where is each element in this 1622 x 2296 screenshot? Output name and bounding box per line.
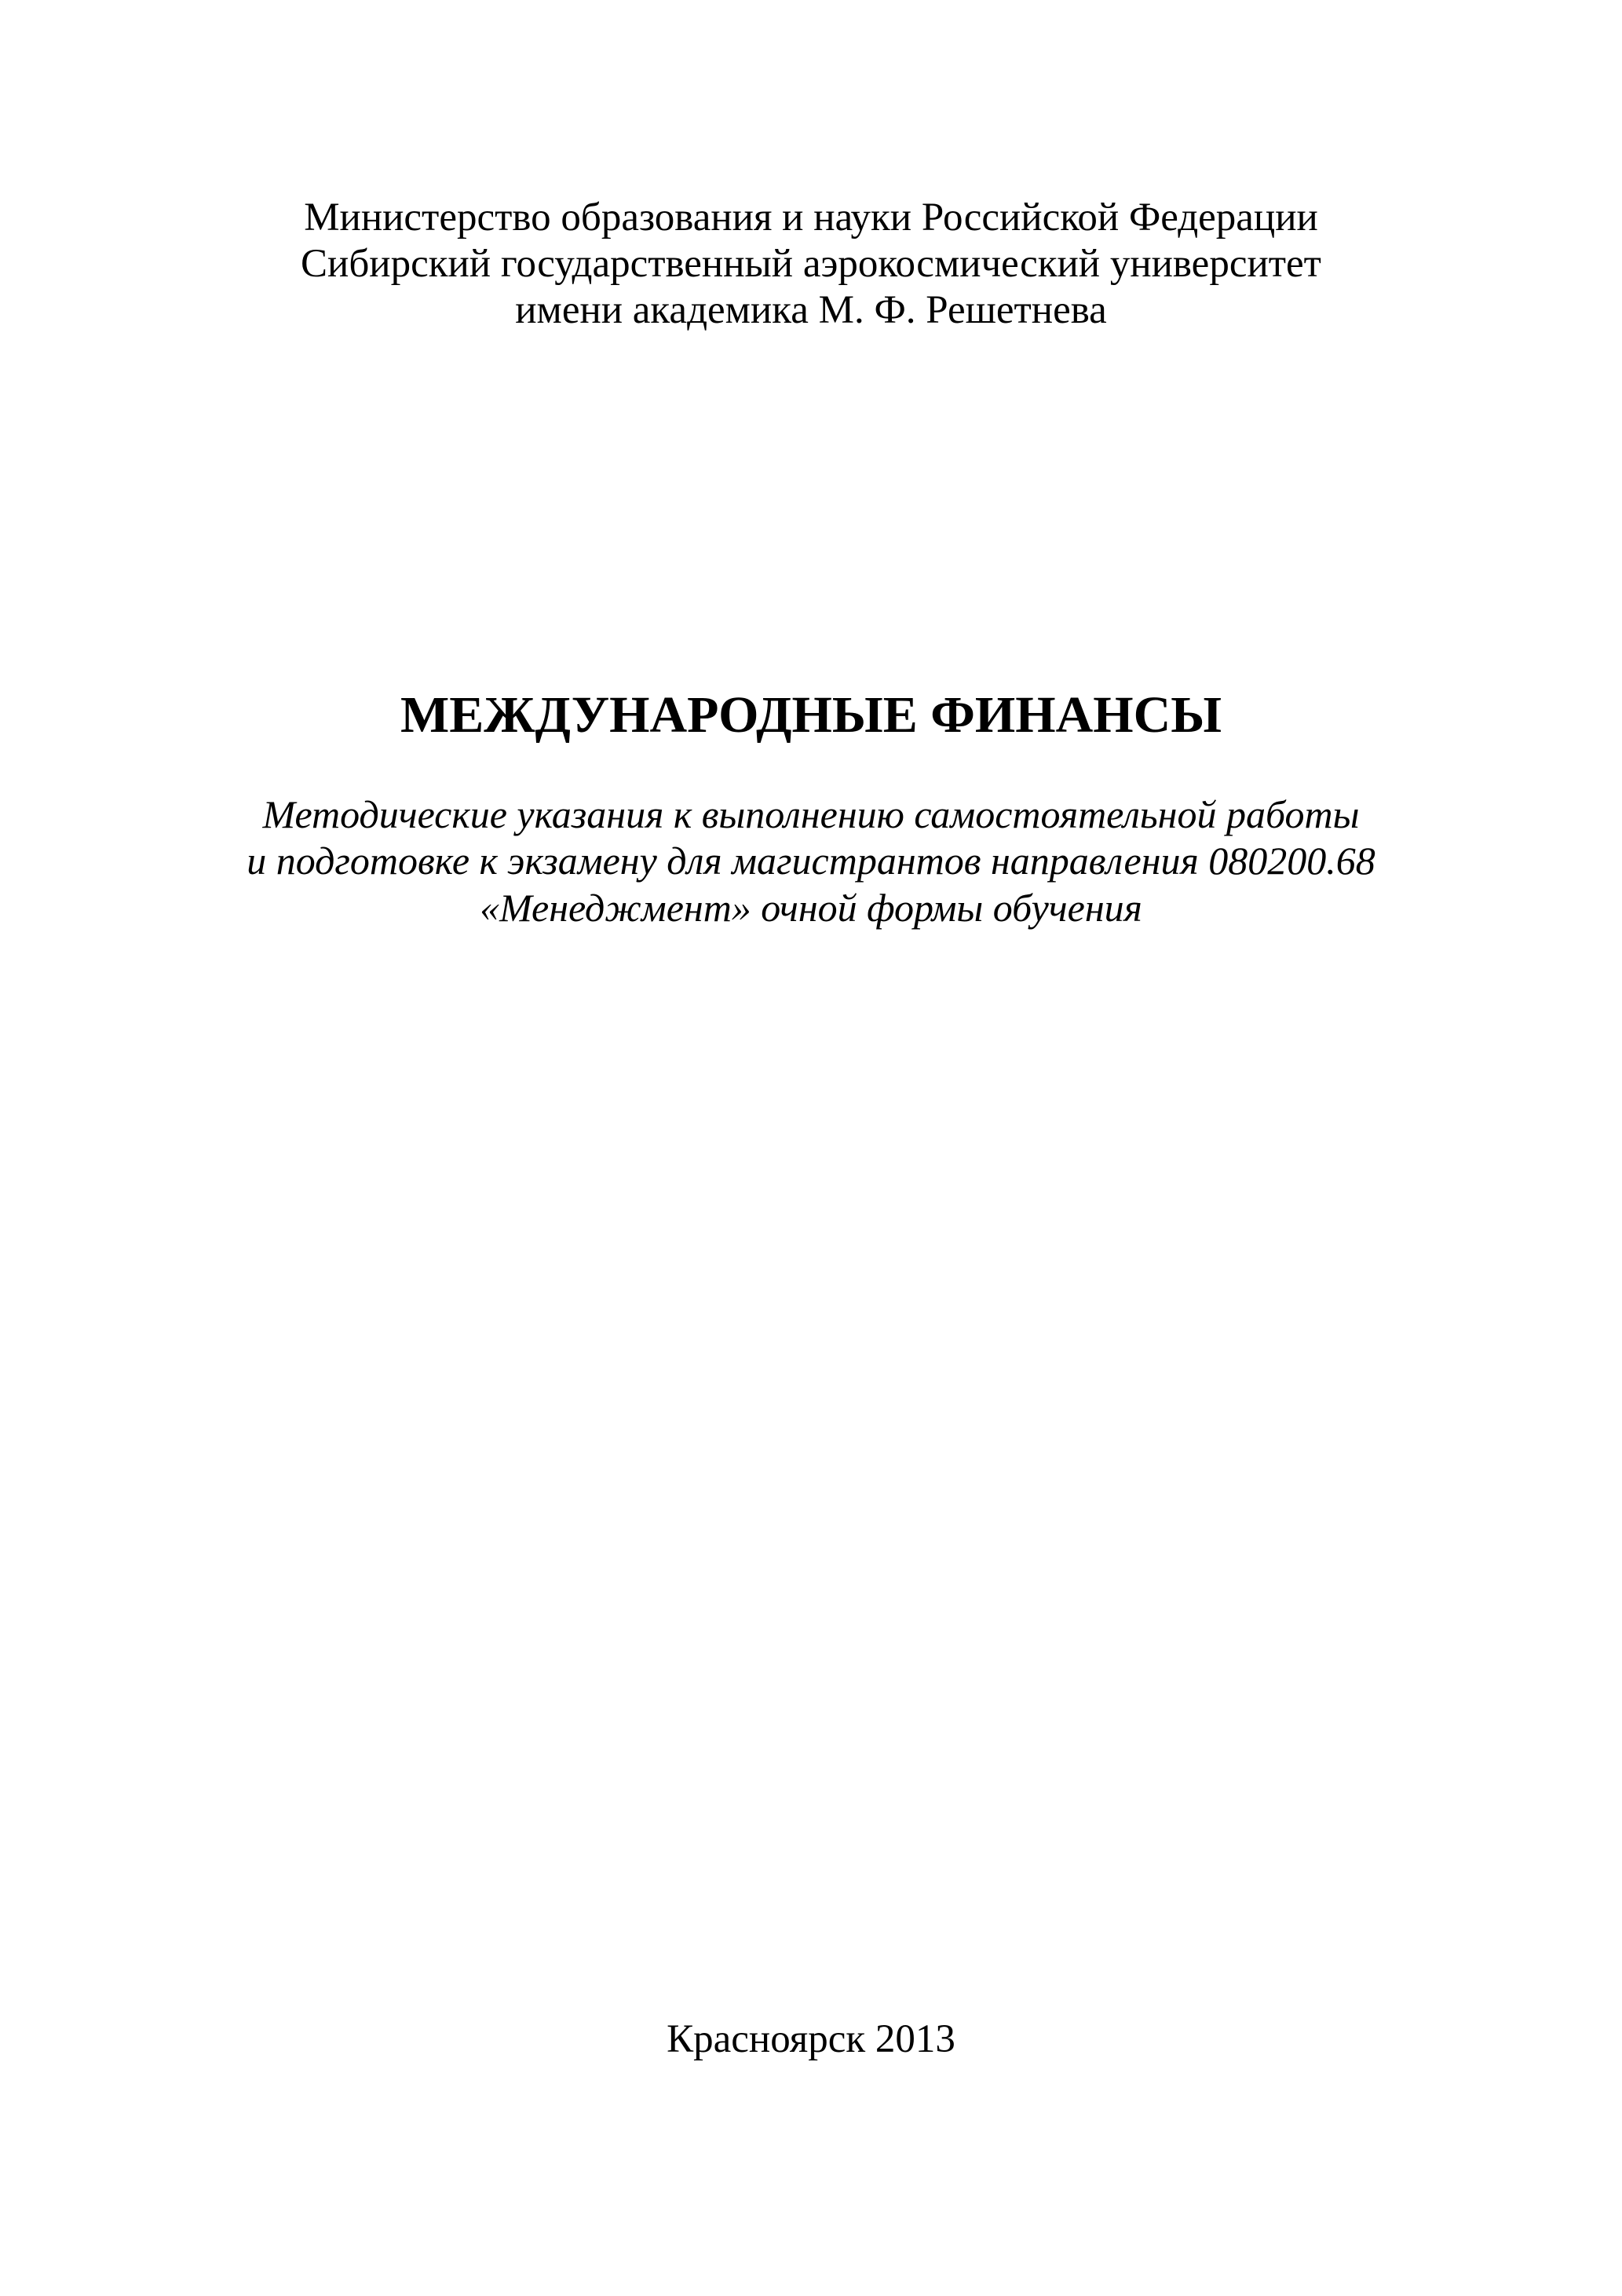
ministry-line: Министерство образования и науки Российской Федерации <box>304 196 1318 239</box>
subtitle-line-1: Методические указания к выполнению самостоятельной работы <box>262 792 1360 836</box>
university-line: Сибирский государственный аэрокосмический университет <box>301 242 1321 286</box>
subtitle-line-3: «Менеджмент» очной формы обучения <box>480 886 1142 930</box>
subtitle-line-2: и подготовке к экзамену для магистрантов направления 080200.68 <box>247 839 1375 883</box>
university-name-line: имени академика М. Ф. Решетнева <box>515 288 1107 332</box>
document-title: МЕЖДУНАРОДНЫЕ ФИНАНСЫ <box>400 686 1222 744</box>
place-year: Красноярск 2013 <box>667 2017 955 2061</box>
